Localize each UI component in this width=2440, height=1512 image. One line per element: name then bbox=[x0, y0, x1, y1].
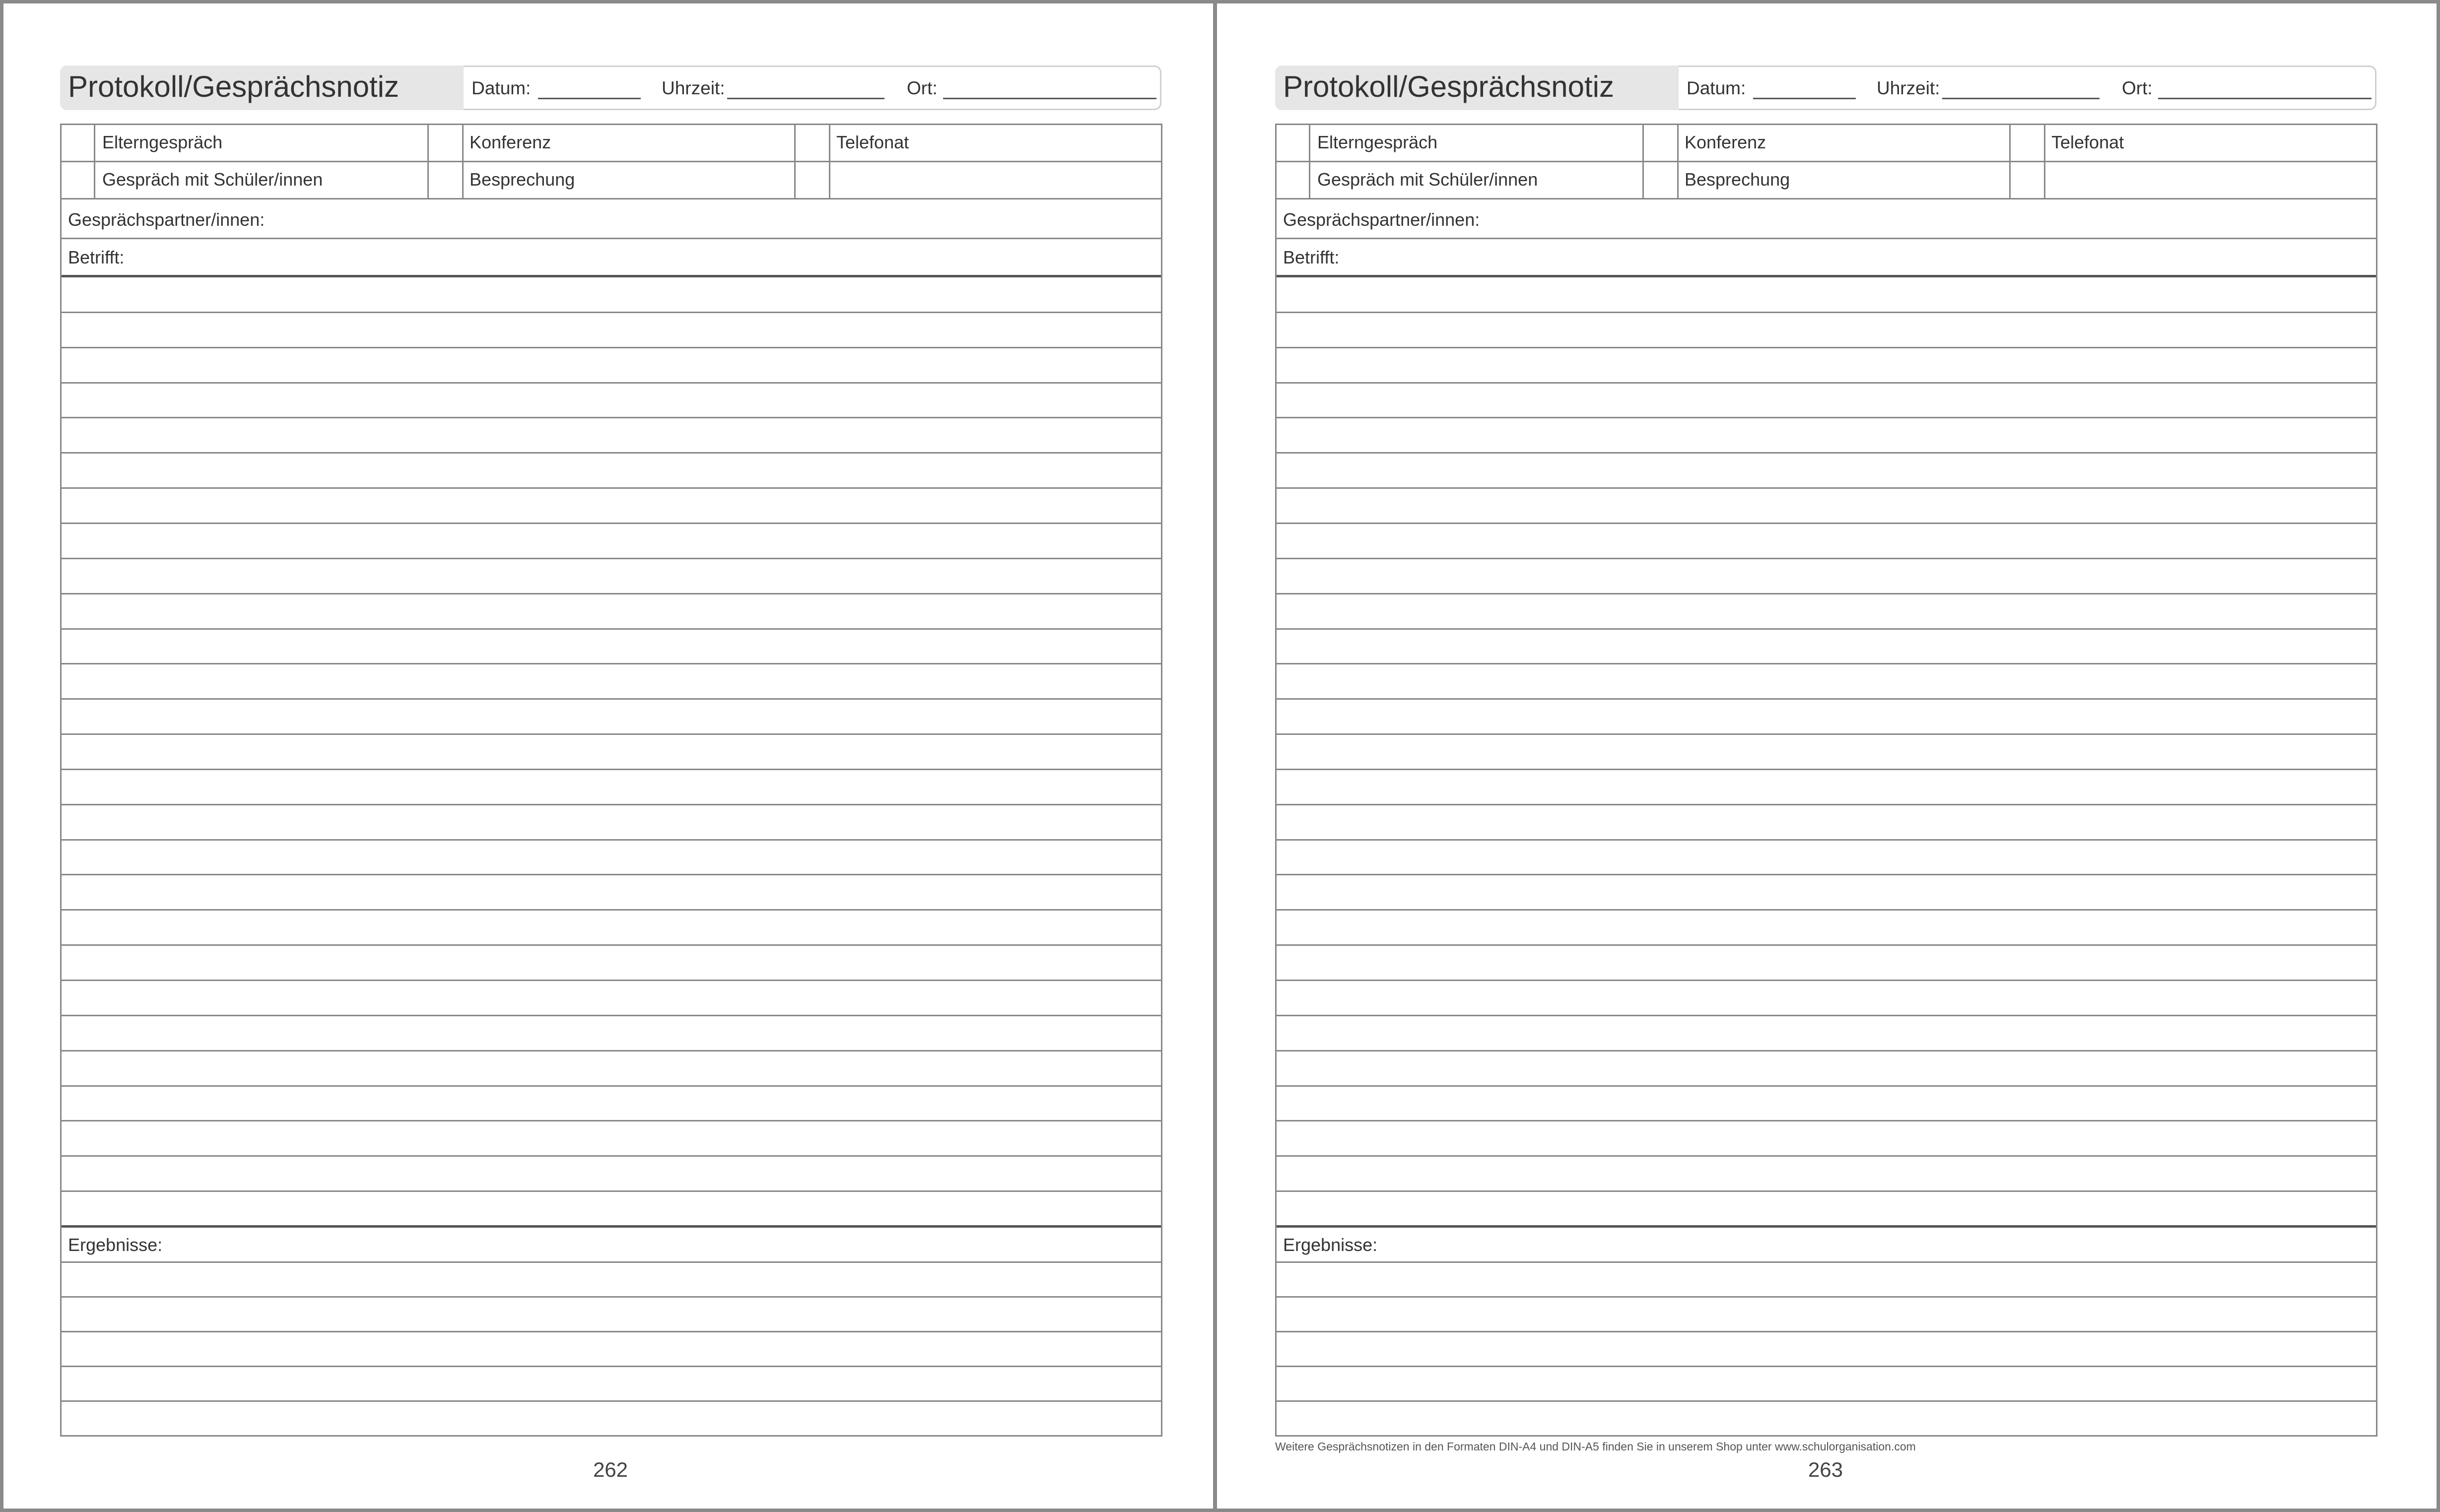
page-title: Protokoll/Gesprächsnotiz bbox=[1283, 70, 1614, 103]
partner-label: Gesprächspartner/innen: bbox=[68, 209, 265, 230]
note-line[interactable] bbox=[60, 698, 1162, 700]
note-line[interactable] bbox=[1275, 1015, 2377, 1016]
type-option-label: Gespräch mit Schüler/innen bbox=[102, 169, 323, 190]
result-line[interactable] bbox=[1275, 1261, 2377, 1263]
conversation-type-table bbox=[1275, 124, 2377, 199]
note-line[interactable] bbox=[60, 628, 1162, 630]
betrifft-rule bbox=[1275, 275, 2377, 277]
type-option-label: Besprechung bbox=[470, 169, 575, 190]
table-divider bbox=[2376, 124, 2377, 199]
page-number: 263 bbox=[1808, 1458, 1843, 1481]
note-line[interactable] bbox=[1275, 1120, 2377, 1121]
form-border-left bbox=[1275, 199, 1277, 1435]
checkbox[interactable] bbox=[62, 162, 91, 196]
note-line[interactable] bbox=[60, 1190, 1162, 1192]
checkbox[interactable] bbox=[796, 162, 825, 196]
checkbox[interactable] bbox=[2011, 125, 2040, 159]
ergebnisse-label: Ergebnisse: bbox=[68, 1235, 163, 1255]
table-divider bbox=[829, 124, 830, 199]
type-option-label: Besprechung bbox=[1685, 169, 1790, 190]
note-line[interactable] bbox=[1275, 558, 2377, 559]
form-page bbox=[2, 0, 1213, 1512]
note-line[interactable] bbox=[60, 1120, 1162, 1121]
type-option-label: Konferenz bbox=[1685, 132, 1766, 152]
title-box bbox=[1275, 66, 1679, 110]
table-divider bbox=[462, 124, 464, 199]
footnote: Weitere Gesprächsnotizen in den Formaten DIN-A4 und DIN-A5 finden Sie in unserem Shop unter www.schulorganisation.com bbox=[1275, 1440, 1916, 1453]
note-line[interactable] bbox=[1275, 452, 2377, 454]
betrifft-label: Betrifft: bbox=[1283, 247, 1340, 267]
page-title: Protokoll/Gesprächsnotiz bbox=[68, 70, 399, 103]
type-option-label: Konferenz bbox=[470, 132, 551, 152]
table-rule bbox=[1275, 161, 2377, 162]
note-line[interactable] bbox=[1275, 628, 2377, 630]
note-line[interactable] bbox=[60, 312, 1162, 313]
datum-label: Datum: bbox=[1687, 78, 1746, 98]
note-line[interactable] bbox=[1275, 347, 2377, 348]
note-line[interactable] bbox=[1275, 523, 2377, 524]
note-line[interactable] bbox=[60, 417, 1162, 418]
ort-field[interactable] bbox=[2158, 98, 2372, 99]
note-line[interactable] bbox=[60, 944, 1162, 946]
result-line[interactable] bbox=[60, 1435, 1162, 1437]
note-line[interactable] bbox=[60, 769, 1162, 770]
type-option-label: Elterngespräch bbox=[102, 132, 223, 152]
result-line[interactable] bbox=[60, 1400, 1162, 1402]
checkbox[interactable] bbox=[429, 125, 459, 159]
note-line[interactable] bbox=[60, 1015, 1162, 1016]
checkbox[interactable] bbox=[62, 125, 91, 159]
ergebnisse-rule bbox=[1275, 1225, 2377, 1228]
note-line[interactable] bbox=[1275, 1050, 2377, 1052]
checkbox[interactable] bbox=[429, 162, 459, 196]
note-line[interactable] bbox=[60, 839, 1162, 841]
page-number: 262 bbox=[593, 1458, 628, 1481]
note-line[interactable] bbox=[60, 382, 1162, 384]
table-divider bbox=[94, 124, 95, 199]
note-line[interactable] bbox=[60, 487, 1162, 489]
form-page bbox=[1217, 0, 2428, 1512]
checkbox[interactable] bbox=[1277, 162, 1306, 196]
checkbox[interactable] bbox=[796, 125, 825, 159]
note-line[interactable] bbox=[60, 593, 1162, 594]
ort-label: Ort: bbox=[2122, 78, 2153, 98]
form-border-right bbox=[2376, 199, 2377, 1435]
table-divider bbox=[1161, 124, 1162, 199]
datum-label: Datum: bbox=[472, 78, 531, 98]
table-divider bbox=[2044, 124, 2045, 199]
note-line[interactable] bbox=[60, 874, 1162, 875]
note-line[interactable] bbox=[1275, 312, 2377, 313]
result-line[interactable] bbox=[1275, 1331, 2377, 1332]
form-header bbox=[1275, 66, 2376, 110]
note-line[interactable] bbox=[1275, 1085, 2377, 1087]
note-line[interactable] bbox=[60, 909, 1162, 911]
result-line[interactable] bbox=[60, 1296, 1162, 1298]
type-option-label: Elterngespräch bbox=[1317, 132, 1438, 152]
note-line[interactable] bbox=[1275, 980, 2377, 981]
checkbox[interactable] bbox=[1277, 125, 1306, 159]
table-rule bbox=[1275, 198, 2377, 199]
result-line[interactable] bbox=[60, 1331, 1162, 1332]
checkbox[interactable] bbox=[1644, 162, 1674, 196]
datum-field[interactable] bbox=[538, 98, 641, 99]
note-line[interactable] bbox=[1275, 874, 2377, 875]
type-option-label: Gespräch mit Schüler/innen bbox=[1317, 169, 1538, 190]
note-line[interactable] bbox=[1275, 769, 2377, 770]
title-box bbox=[60, 66, 464, 110]
note-line[interactable] bbox=[1275, 839, 2377, 841]
partner-label: Gesprächspartner/innen: bbox=[1283, 209, 1480, 230]
result-line[interactable] bbox=[60, 1261, 1162, 1263]
note-line[interactable] bbox=[1275, 909, 2377, 911]
type-option-label: Telefonat bbox=[2051, 132, 2124, 152]
uhrzeit-field[interactable] bbox=[727, 98, 884, 99]
note-line[interactable] bbox=[1275, 663, 2377, 664]
datum-field[interactable] bbox=[1753, 98, 1856, 99]
uhrzeit-label: Uhrzeit: bbox=[662, 78, 725, 98]
table-rule bbox=[60, 198, 1162, 199]
table-rule bbox=[1275, 124, 2377, 125]
note-line[interactable] bbox=[1275, 944, 2377, 946]
note-line[interactable] bbox=[60, 980, 1162, 981]
note-line[interactable] bbox=[60, 1085, 1162, 1087]
ergebnisse-label: Ergebnisse: bbox=[1283, 1235, 1378, 1255]
note-line[interactable] bbox=[60, 523, 1162, 524]
type-option-label: Telefonat bbox=[836, 132, 909, 152]
note-line[interactable] bbox=[1275, 593, 2377, 594]
note-line[interactable] bbox=[1275, 417, 2377, 418]
table-divider bbox=[1677, 124, 1679, 199]
note-line[interactable] bbox=[60, 733, 1162, 735]
checkbox[interactable] bbox=[1644, 125, 1674, 159]
betrifft-label: Betrifft: bbox=[68, 247, 125, 267]
result-line[interactable] bbox=[60, 1366, 1162, 1367]
note-line[interactable] bbox=[1275, 698, 2377, 700]
table-divider bbox=[1309, 124, 1310, 199]
note-line[interactable] bbox=[60, 663, 1162, 664]
ort-label: Ort: bbox=[907, 78, 938, 98]
note-line[interactable] bbox=[1275, 1190, 2377, 1192]
form-border-right bbox=[1161, 199, 1162, 1435]
uhrzeit-field[interactable] bbox=[1942, 98, 2100, 99]
note-line[interactable] bbox=[1275, 1155, 2377, 1157]
row-rule bbox=[1275, 238, 2377, 239]
betrifft-rule bbox=[60, 275, 1162, 277]
note-line[interactable] bbox=[60, 452, 1162, 454]
note-line[interactable] bbox=[1275, 487, 2377, 489]
result-line[interactable] bbox=[1275, 1435, 2377, 1437]
form-header bbox=[60, 66, 1161, 110]
ergebnisse-rule bbox=[60, 1225, 1162, 1228]
form-border-left bbox=[60, 199, 62, 1435]
note-line[interactable] bbox=[1275, 733, 2377, 735]
conversation-type-table bbox=[60, 124, 1162, 199]
result-line[interactable] bbox=[1275, 1366, 2377, 1367]
note-line[interactable] bbox=[60, 347, 1162, 348]
result-line[interactable] bbox=[1275, 1400, 2377, 1402]
note-line[interactable] bbox=[60, 804, 1162, 805]
note-line[interactable] bbox=[60, 558, 1162, 559]
note-line[interactable] bbox=[60, 1050, 1162, 1052]
table-rule bbox=[60, 124, 1162, 125]
note-line[interactable] bbox=[1275, 804, 2377, 805]
uhrzeit-label: Uhrzeit: bbox=[1877, 78, 1940, 98]
note-line[interactable] bbox=[60, 1155, 1162, 1157]
checkbox[interactable] bbox=[2011, 162, 2040, 196]
ort-field[interactable] bbox=[943, 98, 1156, 99]
row-rule bbox=[60, 238, 1162, 239]
result-line[interactable] bbox=[1275, 1296, 2377, 1298]
note-line[interactable] bbox=[1275, 382, 2377, 384]
table-rule bbox=[60, 161, 1162, 162]
page-spine bbox=[1213, 0, 1217, 1512]
